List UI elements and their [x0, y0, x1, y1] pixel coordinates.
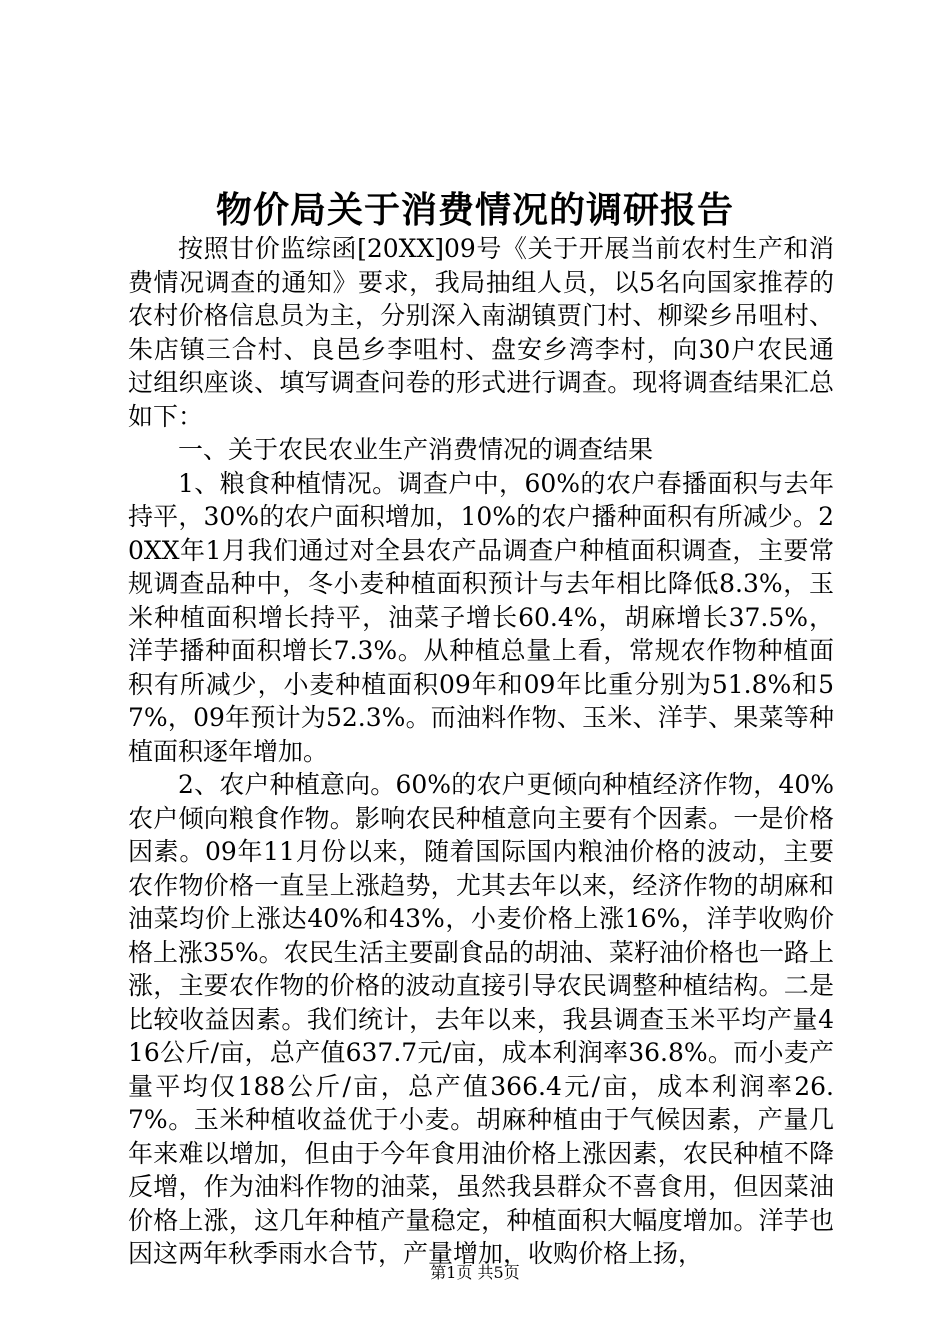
planting-intention-paragraph: 2、农户种植意向。60%的农户更倾向种植经济作物，40%农户倾向粮食作物。影响农民种植意向主要有个因素。一是价格因素。09年11月份以来，随着国际国内粮油价格的波动，主要农作物价格一直呈上涨趋势，尤其去年以来，经济作物的胡麻和油菜均价上涨达40%和43%，小麦价格上涨16%，洋芋收购价格上涨35%。农民生活主要副食品的胡油、菜籽油价格也一路上涨，主要农作物的价格的波动直接引导农民调整种植结构。二是比较收益因素。我们统计，去年以来，我县调查玉米平均产量416公斤/亩，总产值637.7元/亩，成本利润率36.8%。而小麦产量平均仅188公斤/亩，总产值366.4元/亩，成本利润率26.7%。玉米种植收益优于小麦。胡麻种植由于气候因素，产量几年来难以增加，但由于今年食用油价格上涨因素，农民种植不降反增，作为油料作物的油菜，虽然我县群众不喜食用，但因菜油价格上涨，这几年种植产量稳定，种植面积大幅度增加。洋芋也因这两年秋季雨水合节，产量增加，收购价格上扬， — [128, 770, 834, 1268]
page-number-footer: 第1页 共5页 — [430, 1263, 520, 1282]
grain-planting-paragraph: 1、粮食种植情况。调查户中，60%的农户春播面积与去年持平，30%的农户面积增加，10%的农户播种面积有所减少。20XX年1月我们通过对全县农产品调查户种植面积调查，主要常规调查品种中，冬小麦种植面积预计与去年相比降低8.3%，玉米种植面积增长持平，油菜子增长60.4%，胡麻增长37.5%，洋芋播种面积增长7.3%。从种植总量上看，常规农作物种植面积有所减少，小麦种植面积09年和09年比重分别为51.8%和57%，09年预计为52.3%。而油料作物、玉米、洋芋、果菜等种植面积逐年增加。 — [128, 468, 834, 766]
intro-paragraph: 按照甘价监综函[20XX]09号《关于开展当前农村生产和消费情况调查的通知》要求，我局抽组人员，以5名向国家推荐的农村价格信息员为主，分别深入南湖镇贾门村、柳梁乡吊咀村、朱店镇三合村、良邑乡李咀村、盘安乡湾李村，向30户农民通过组织座谈、填写调查问卷的形式进行调查。现将调查结果汇总如下： — [128, 234, 834, 431]
document-body — [128, 232, 834, 1271]
document-title: 物价局关于消费情况的调研报告 — [215, 189, 734, 231]
section-heading: 一、关于农民农业生产消费情况的调查结果 — [178, 435, 654, 464]
